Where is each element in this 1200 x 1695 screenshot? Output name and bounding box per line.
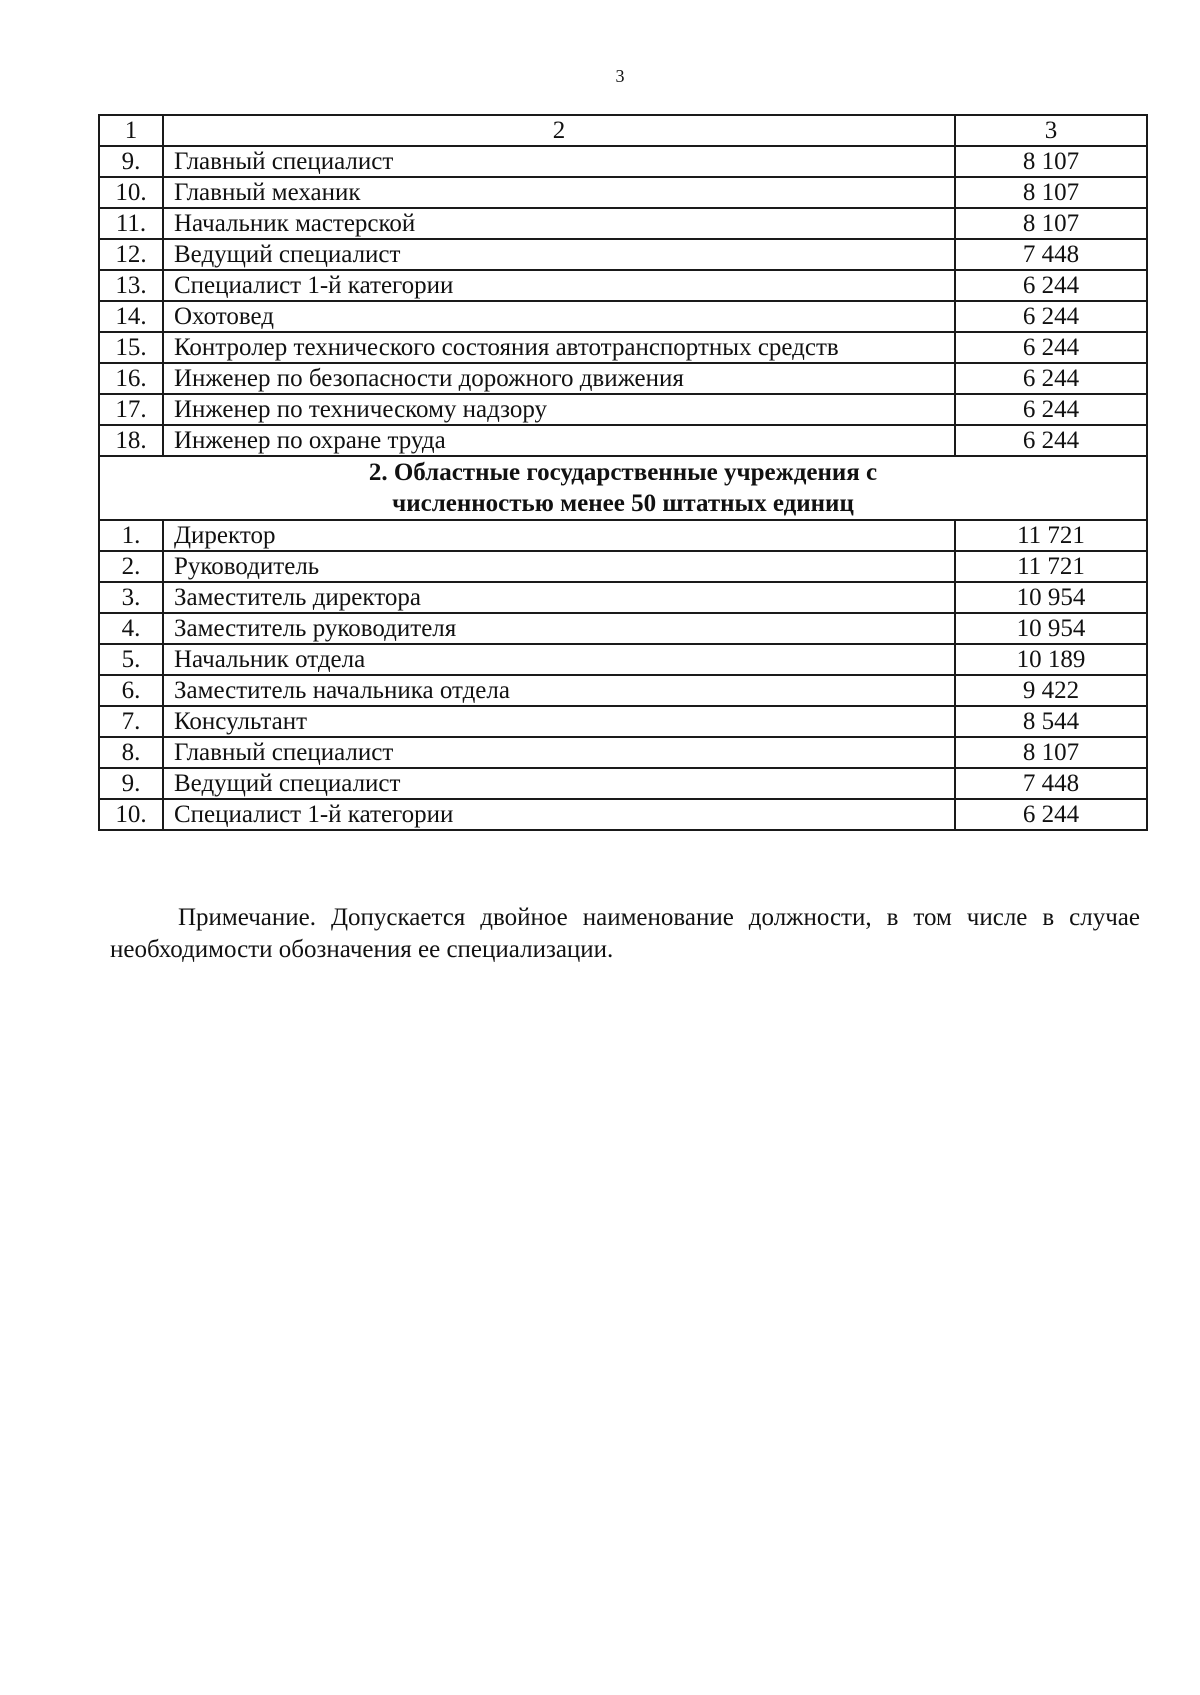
- row-number: 10.: [99, 177, 163, 208]
- row-number: 5.: [99, 644, 163, 675]
- section-heading: [99, 456, 1147, 520]
- position-name: Специалист 1-й категории: [163, 799, 955, 830]
- table-row: [99, 582, 1147, 613]
- position-name: Заместитель начальника отдела: [163, 675, 955, 706]
- table-row: [99, 208, 1147, 239]
- table-row: [99, 146, 1147, 177]
- table-row: [99, 551, 1147, 582]
- column-header-position: 2: [163, 115, 955, 146]
- section-heading-line-2: численностью менее 50 штатных единиц: [392, 490, 854, 517]
- row-number: 4.: [99, 613, 163, 644]
- section-heading-row: [99, 456, 1147, 520]
- row-number: 2.: [99, 551, 163, 582]
- salary-value: 10 189: [955, 644, 1147, 675]
- position-name: Главный механик: [163, 177, 955, 208]
- row-number: 3.: [99, 582, 163, 613]
- row-number: 16.: [99, 363, 163, 394]
- salary-value: 10 954: [955, 613, 1147, 644]
- row-number: 6.: [99, 675, 163, 706]
- table-row: [99, 613, 1147, 644]
- salary-value: 6 244: [955, 332, 1147, 363]
- salary-value: 10 954: [955, 582, 1147, 613]
- position-name: Инженер по охране труда: [163, 425, 955, 456]
- position-name: Ведущий специалист: [163, 768, 955, 799]
- salary-value: 6 244: [955, 425, 1147, 456]
- position-name: Директор: [163, 520, 955, 551]
- table-row: [99, 394, 1147, 425]
- row-number: 15.: [99, 332, 163, 363]
- table-row: [99, 675, 1147, 706]
- column-header-salary: 3: [955, 115, 1147, 146]
- salary-value: 6 244: [955, 799, 1147, 830]
- salary-value: 11 721: [955, 551, 1147, 582]
- row-number: 7.: [99, 706, 163, 737]
- row-number: 18.: [99, 425, 163, 456]
- note-text: Примечание. Допускается двойное наименование должности, в том числе в случае необходимости обозначения ее специализации.: [110, 904, 1140, 963]
- row-number: 8.: [99, 737, 163, 768]
- table-body: [99, 115, 1147, 830]
- table-row: [99, 520, 1147, 551]
- table-row: [99, 301, 1147, 332]
- table-row: [99, 425, 1147, 456]
- row-number: 9.: [99, 146, 163, 177]
- position-name: Начальник отдела: [163, 644, 955, 675]
- section-heading-line-1: 2. Областные государственные учреждения с: [368, 459, 878, 486]
- table-row: [99, 768, 1147, 799]
- salary-value: 6 244: [955, 301, 1147, 332]
- position-name: Ведущий специалист: [163, 239, 955, 270]
- row-number: 14.: [99, 301, 163, 332]
- table-row: [99, 799, 1147, 830]
- table-row: [99, 363, 1147, 394]
- salary-value: 8 107: [955, 146, 1147, 177]
- table-row: [99, 270, 1147, 301]
- position-name: Охотовед: [163, 301, 955, 332]
- salary-value: 7 448: [955, 239, 1147, 270]
- page-number: 3: [615, 66, 625, 86]
- position-name: Начальник мастерской: [163, 208, 955, 239]
- table-row: [99, 332, 1147, 363]
- salary-value: 8 107: [955, 177, 1147, 208]
- salary-value: 8 107: [955, 737, 1147, 768]
- position-name: Главный специалист: [163, 737, 955, 768]
- salary-value: 8 107: [955, 208, 1147, 239]
- table-row: [99, 706, 1147, 737]
- position-name: Инженер по безопасности дорожного движения: [163, 363, 955, 394]
- position-name: Руководитель: [163, 551, 955, 582]
- position-name: Инженер по техническому надзору: [163, 394, 955, 425]
- row-number: 17.: [99, 394, 163, 425]
- position-name: Консультант: [163, 706, 955, 737]
- table-row: [99, 644, 1147, 675]
- salary-value: 9 422: [955, 675, 1147, 706]
- table-row: [99, 737, 1147, 768]
- salary-table: [98, 114, 1148, 831]
- row-number: 12.: [99, 239, 163, 270]
- table-row: [99, 177, 1147, 208]
- position-name: Заместитель директора: [163, 582, 955, 613]
- salary-value: 6 244: [955, 394, 1147, 425]
- salary-value: 8 544: [955, 706, 1147, 737]
- row-number: 9.: [99, 768, 163, 799]
- row-number: 1.: [99, 520, 163, 551]
- salary-value: 11 721: [955, 520, 1147, 551]
- position-name: Главный специалист: [163, 146, 955, 177]
- note-paragraph: [110, 902, 1140, 966]
- row-number: 10.: [99, 799, 163, 830]
- row-number: 13.: [99, 270, 163, 301]
- row-number: 11.: [99, 208, 163, 239]
- position-name: Контролер технического состояния автотранспортных средств: [163, 332, 955, 363]
- salary-value: 6 244: [955, 363, 1147, 394]
- salary-value: 7 448: [955, 768, 1147, 799]
- table-header-row: [99, 115, 1147, 146]
- position-name: Заместитель руководителя: [163, 613, 955, 644]
- position-name: Специалист 1-й категории: [163, 270, 955, 301]
- column-header-number: 1: [99, 115, 163, 146]
- table-row: [99, 239, 1147, 270]
- salary-value: 6 244: [955, 270, 1147, 301]
